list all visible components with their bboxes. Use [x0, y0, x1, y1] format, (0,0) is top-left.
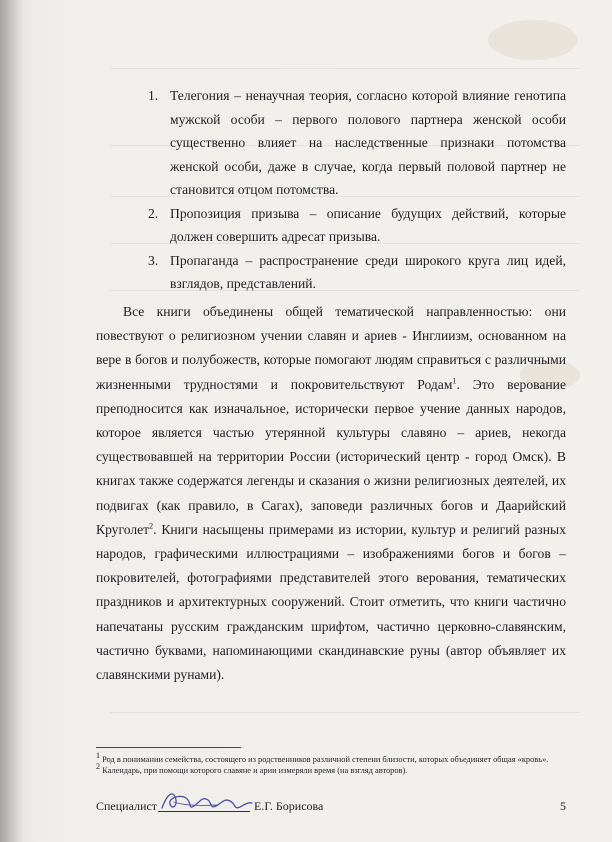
signature-footer — [96, 796, 566, 816]
handwritten-signature — [158, 786, 254, 816]
list-item-text: Пропаганда – распространение среди широкого круга лиц идей, взглядов, представлений. — [170, 252, 566, 291]
list-item — [148, 84, 566, 202]
list-number: 2. — [148, 205, 159, 221]
footnote-ref-2[interactable]: 2 — [149, 521, 154, 531]
footnote — [96, 762, 566, 776]
page-edge-shadow — [0, 0, 22, 842]
footnote-text: Род в понимании семейства, состоящего из родственников различной степени близости, которых объединяет общая «кровь». — [100, 755, 549, 764]
bleed-through-line — [110, 712, 580, 713]
list-item-text: Пропозиция призыва – описание будущих действий, которые должен совершить адресат призыва. — [170, 205, 566, 244]
list-item — [148, 249, 566, 296]
paper-stain — [488, 20, 578, 60]
footnote — [96, 751, 566, 765]
bleed-through-line — [110, 68, 580, 69]
footnote-mark: 2 — [96, 762, 100, 772]
specialist-label: Специалист — [96, 799, 158, 813]
footnote-separator — [96, 747, 241, 748]
list-number: 1. — [148, 88, 159, 103]
definitions-list — [148, 84, 566, 296]
footnote-text: Календарь, при помощи которого славяне и арии измеряли время (на взгляд авторов). — [100, 766, 408, 775]
list-item — [148, 202, 566, 249]
list-number: 3. — [148, 252, 159, 268]
main-paragraph — [96, 300, 566, 687]
paragraph-text: Все книги объединены общей тематической направленностью: они повествуют о религиозном учении славян и ариев - Инглиизм, основанном на вере в богов и полубожеств, которые помогают людям справиться с различными жизненными трудностями и покровительствуют Родам — [96, 304, 566, 392]
paragraph-text: . Это верование преподносится как изначальное, исторически первое учение данных народов, которое является частью утерянной культуры славяно – ариев, некогда существовавшей на территории России (исторический центр - город Омск). В книгах также содержатся легенды и сказания о жизни религиозных деятелей, их подвигах (как правило, в Сагах), заповеди различных богов и Даарийский Круголет — [96, 376, 566, 537]
footnote-mark: 1 — [96, 751, 100, 761]
list-item-text: Телегония – ненаучная теория, согласно которой влияние генотипа мужской особи – первого полового партнера женской особи существенно влияет на наследственные признаки потомства женской особи, даже в случае, когда первый половой партнер не становится отцом потомства. — [170, 88, 566, 197]
footnote-ref-1[interactable]: 1 — [452, 376, 457, 386]
footnotes — [96, 751, 566, 776]
specialist-name: Е.Г. Борисова — [254, 799, 324, 813]
page-number: 5 — [560, 799, 566, 813]
paragraph-text: . Книги насыщены примерами из истории, культур и религий разных народов, графическими иллюстрациями – изображениями богов и богов – покровителей, фотографиями представителей этого верования, тематических праздников и архитектурных сооружений. Стоит отметить, что книги частично напечатаны русским гражданским шрифтом, частично церковно-славянским, частично буквами, напоминающими скандинавские руны (автор объявляет их славянскими рунами). — [96, 521, 566, 683]
